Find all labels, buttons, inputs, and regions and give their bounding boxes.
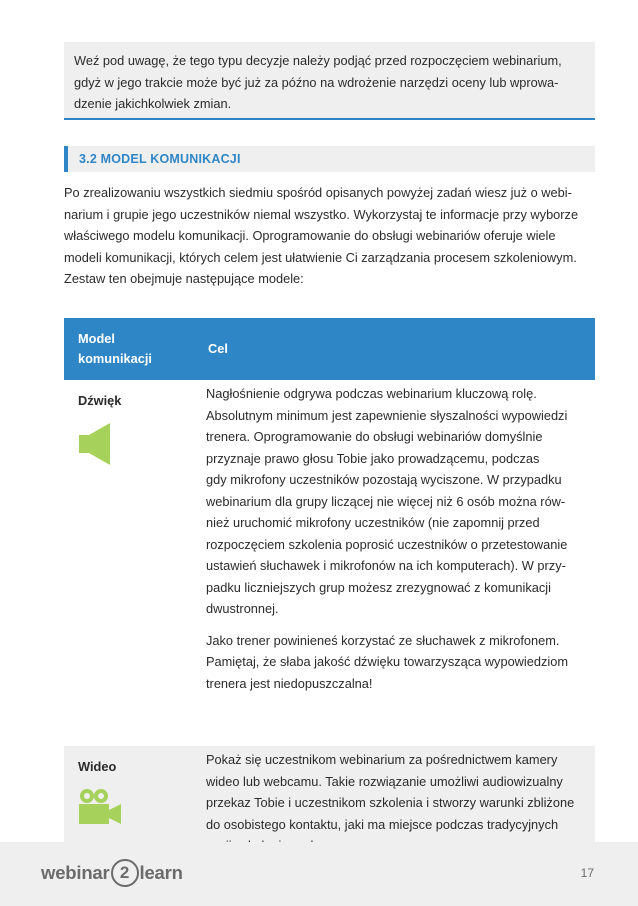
model-name: Dźwięk [78,393,122,408]
model-description-cell [194,380,595,746]
model-name-cell [64,380,194,746]
note-box [64,42,595,120]
description-paragraph: Pokaż się uczestnikom webinarium za pośrednictwem kamery wideo lub webcamu. Takie rozwiązanie umożliwi audiowizualny przekaz Tobie i uczestnikom szkolenia i stworzy warunki zbliżone do osobistego kontaktu, jaki ma miejsce podczas tradycyjnych [206,752,575,832]
webinar2learn-logo: webinar 2 learn [41,858,183,888]
header-goal: Cel [194,318,595,380]
page-footer [0,842,638,906]
communication-models-table [64,318,595,872]
page-number: 17 [580,866,594,880]
speaker-icon [78,422,194,473]
model-name: Wideo [78,759,117,774]
table-header-row [64,318,595,380]
section-title: 3.2 MODEL KOMUNIKACJI [79,152,241,166]
table-row [64,380,595,746]
description-paragraph: Jako trener powinieneś korzystać ze słuchawek z mikrofonem. Pamiętaj, że słaba jakość dźwięku towarzysząca wypowiedziom trenera jest niedopuszczalna! [206,632,569,691]
description-paragraph: Nagłośnienie odgrywa podczas webinarium kluczową rolę. Absolutnym minimum jest zapewnienie słyszalności wypowiedzi trenera. Oprogramowanie do obsługi webinariów domyślnie przyznaje prawo głosu Tobie jako prowadzącemu, podczas gdy mikrofony uczestników pozostają wyciszone. W przypadku webinarium dla grupy liczącej nie więcej niż 6 osób można rów- nież uruchomić mikrofony uczestników (nie zapomnij przed rozpoczęciem szkolenia poprosić uczestników o przetestowanie ustawień słuchawek i mikrofonów na ich komputerach). W przy- padku liczniejszych grup możesz zrezygnować z komunikacji dwustronnej. [206,386,568,616]
note-text: Weź pod uwagę, że tego typu decyzje należy podjąć przed rozpoczęciem webinarium, gdyż w jego trakcie może być już za późno na wdrożenie narzędzi oceny lub wprowa- dzenie jakichkolwiek zmian. [74,53,562,111]
header-model: Model komunikacji [64,318,194,380]
logo-two-circle: 2 [111,859,139,887]
section-heading [64,146,595,172]
video-camera-icon [78,788,194,833]
intro-paragraph: Po zrealizowaniu wszystkich siedmiu spośród opisanych powyżej zadań wiesz już o webi- narium i grupie jego uczestników niemal wszystko. Wykorzystaj te informacje przy wyborze właściwego modelu komunikacji. Oprogramowanie do obsługi webinariów oferuje wiele modeli komunikacji, których celem jest ułatwienie Ci zarządzania procesem szkoleniowym. Zestaw ten obejmuje następujące modele: [64,185,579,287]
